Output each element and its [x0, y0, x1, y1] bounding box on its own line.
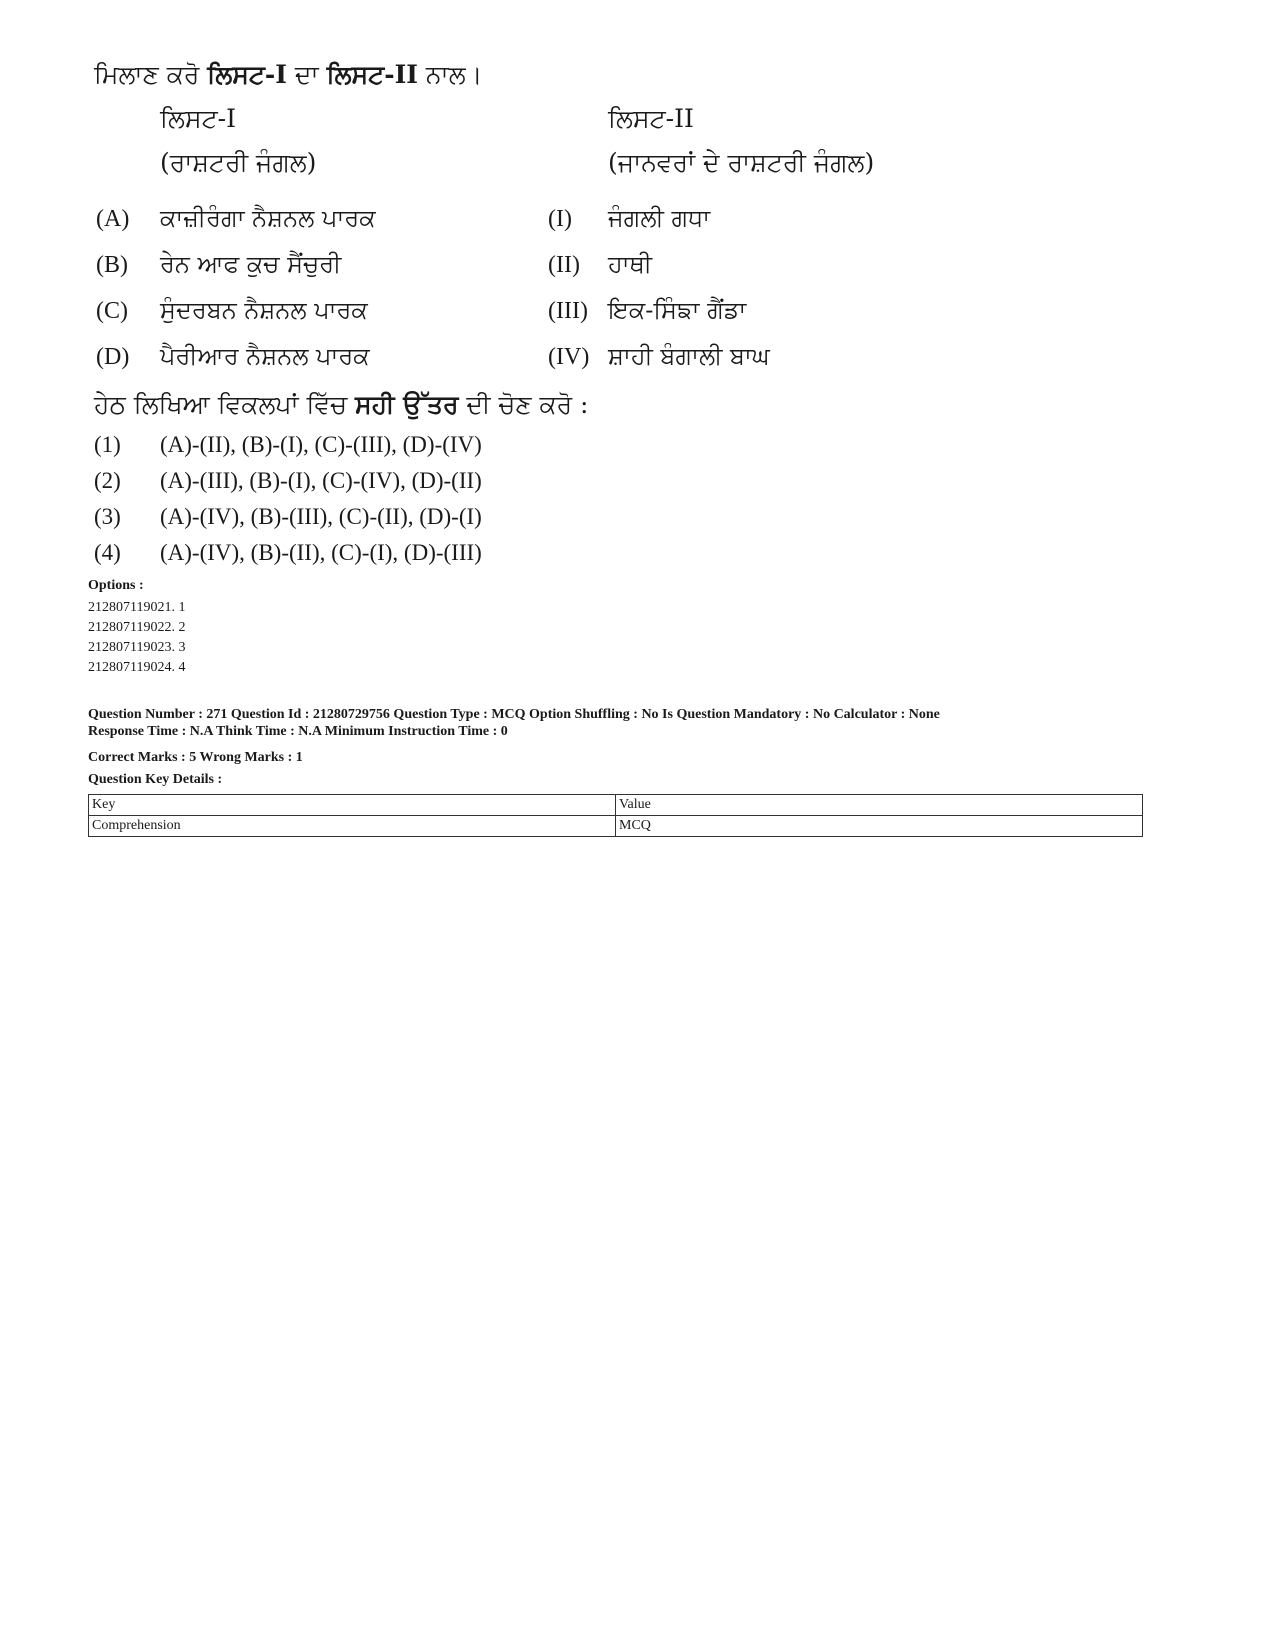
answer-number: (2): [94, 468, 121, 493]
answer-text: (A)-(II), (B)-(I), (C)-(III), (D)-(IV): [160, 432, 482, 457]
option-id-line: 212807119023. 3: [88, 640, 186, 655]
table-cell: Comprehension: [89, 816, 616, 837]
left-label: (A): [96, 206, 130, 232]
left-label: (C): [96, 298, 128, 324]
key-details-table: [88, 794, 1143, 837]
right-label: (III): [548, 298, 588, 324]
list1-heading: ਲਿਸਟ-I: [160, 104, 236, 133]
key-details-label: Question Key Details :: [88, 772, 223, 787]
right-text: ਹਾਥੀ: [608, 250, 653, 278]
question-title: [94, 60, 1198, 90]
question-meta: [88, 706, 1198, 740]
left-text: ਸੁੰਦਰਬਨ ਨੈਸ਼ਨਲ ਪਾਰਕ: [160, 296, 368, 324]
options-header: Options :: [88, 578, 144, 593]
title-mid: ਦਾ: [286, 60, 327, 89]
marks-line: Correct Marks : 5 Wrong Marks : 1: [88, 750, 303, 765]
right-text: ਜੰਗਲੀ ਗਧਾ: [608, 204, 711, 232]
choose-bold: ਸਹੀ ਉੱਤਰ: [355, 390, 459, 419]
answer-option: [88, 538, 1198, 574]
meta-line-1: Question Number : 271 Question Id : 21280729756 Question Type : MCQ Option Shuffling : No Is Question Mandatory : No Calculator : None: [88, 707, 940, 722]
answer-text: (A)-(IV), (B)-(III), (C)-(II), (D)-(I): [160, 504, 482, 529]
meta-line-2: Response Time : N.A Think Time : N.A Minimum Instruction Time : 0: [88, 724, 508, 739]
table-cell: MCQ: [616, 816, 1143, 837]
option-ids: [88, 578, 1198, 676]
match-row: [88, 338, 1198, 384]
table-row: [89, 816, 1143, 837]
left-text: ਕਾਜ਼ੀਰੰਗਾ ਨੈਸ਼ਨਲ ਪਾਰਕ: [160, 204, 376, 232]
answer-option: [88, 430, 1198, 466]
answer-text: (A)-(IV), (B)-(II), (C)-(I), (D)-(III): [160, 540, 482, 565]
right-label: (II): [548, 252, 580, 278]
title-suffix: ਨਾਲ।: [417, 60, 483, 89]
right-text: ਇਕ-ਸਿੰਙਾ ਗੈਂਡਾ: [608, 296, 747, 324]
right-label: (I): [548, 206, 572, 232]
answer-number: (1): [94, 432, 121, 457]
match-row: [88, 292, 1198, 338]
right-label: (IV): [548, 344, 590, 370]
left-text: ਪੈਰੀਆਰ ਨੈਸ਼ਨਲ ਪਾਰਕ: [160, 342, 370, 370]
table-header-row: [89, 795, 1143, 816]
answer-option: [88, 502, 1198, 538]
question-page: [88, 60, 1198, 837]
title-list2: ਲਿਸਟ-II: [326, 60, 418, 89]
match-row: [88, 246, 1198, 292]
right-text: ਸ਼ਾਹੀ ਬੰਗਾਲੀ ਬਾਘ: [608, 342, 770, 370]
table-header-cell: Key: [89, 795, 616, 816]
table-header-cell: Value: [616, 795, 1143, 816]
match-row: [88, 200, 1198, 246]
list1-subheading: (ਰਾਸ਼ਟਰੀ ਜੰਗਲ): [160, 148, 317, 177]
title-prefix: ਮਿਲਾਣ ਕਰੋ: [94, 60, 208, 89]
answer-option: [88, 466, 1198, 502]
answer-number: (3): [94, 504, 121, 529]
answer-list: [88, 430, 1198, 574]
option-id-line: 212807119024. 4: [88, 660, 186, 675]
choose-suffix: ਦੀ ਚੋਣ ਕਰੋ :: [458, 390, 589, 419]
list-headers: [88, 104, 1198, 200]
left-label: (B): [96, 252, 128, 278]
list2-heading: ਲਿਸਟ-II: [608, 104, 694, 133]
list2-subheading: (ਜਾਨਵਰਾਂ ਦੇ ਰਾਸ਼ਟਰੀ ਜੰਗਲ): [608, 148, 875, 177]
choose-prefix: ਹੇਠ ਲਿਖਿਆ ਵਿਕਲਪਾਂ ਵਿੱਚ: [94, 390, 356, 419]
match-list: [88, 200, 1198, 384]
choose-instruction: [94, 390, 1198, 420]
option-id-line: 212807119021. 1: [88, 600, 186, 615]
option-id-line: 212807119022. 2: [88, 620, 186, 635]
answer-text: (A)-(III), (B)-(I), (C)-(IV), (D)-(II): [160, 468, 482, 493]
left-label: (D): [96, 344, 130, 370]
answer-number: (4): [94, 540, 121, 565]
title-list1: ਲਿਸਟ-I: [207, 60, 287, 89]
left-text: ਰੇਨ ਆਫ ਕੁਚ ਸੈਂਚੁਰੀ: [160, 250, 342, 278]
